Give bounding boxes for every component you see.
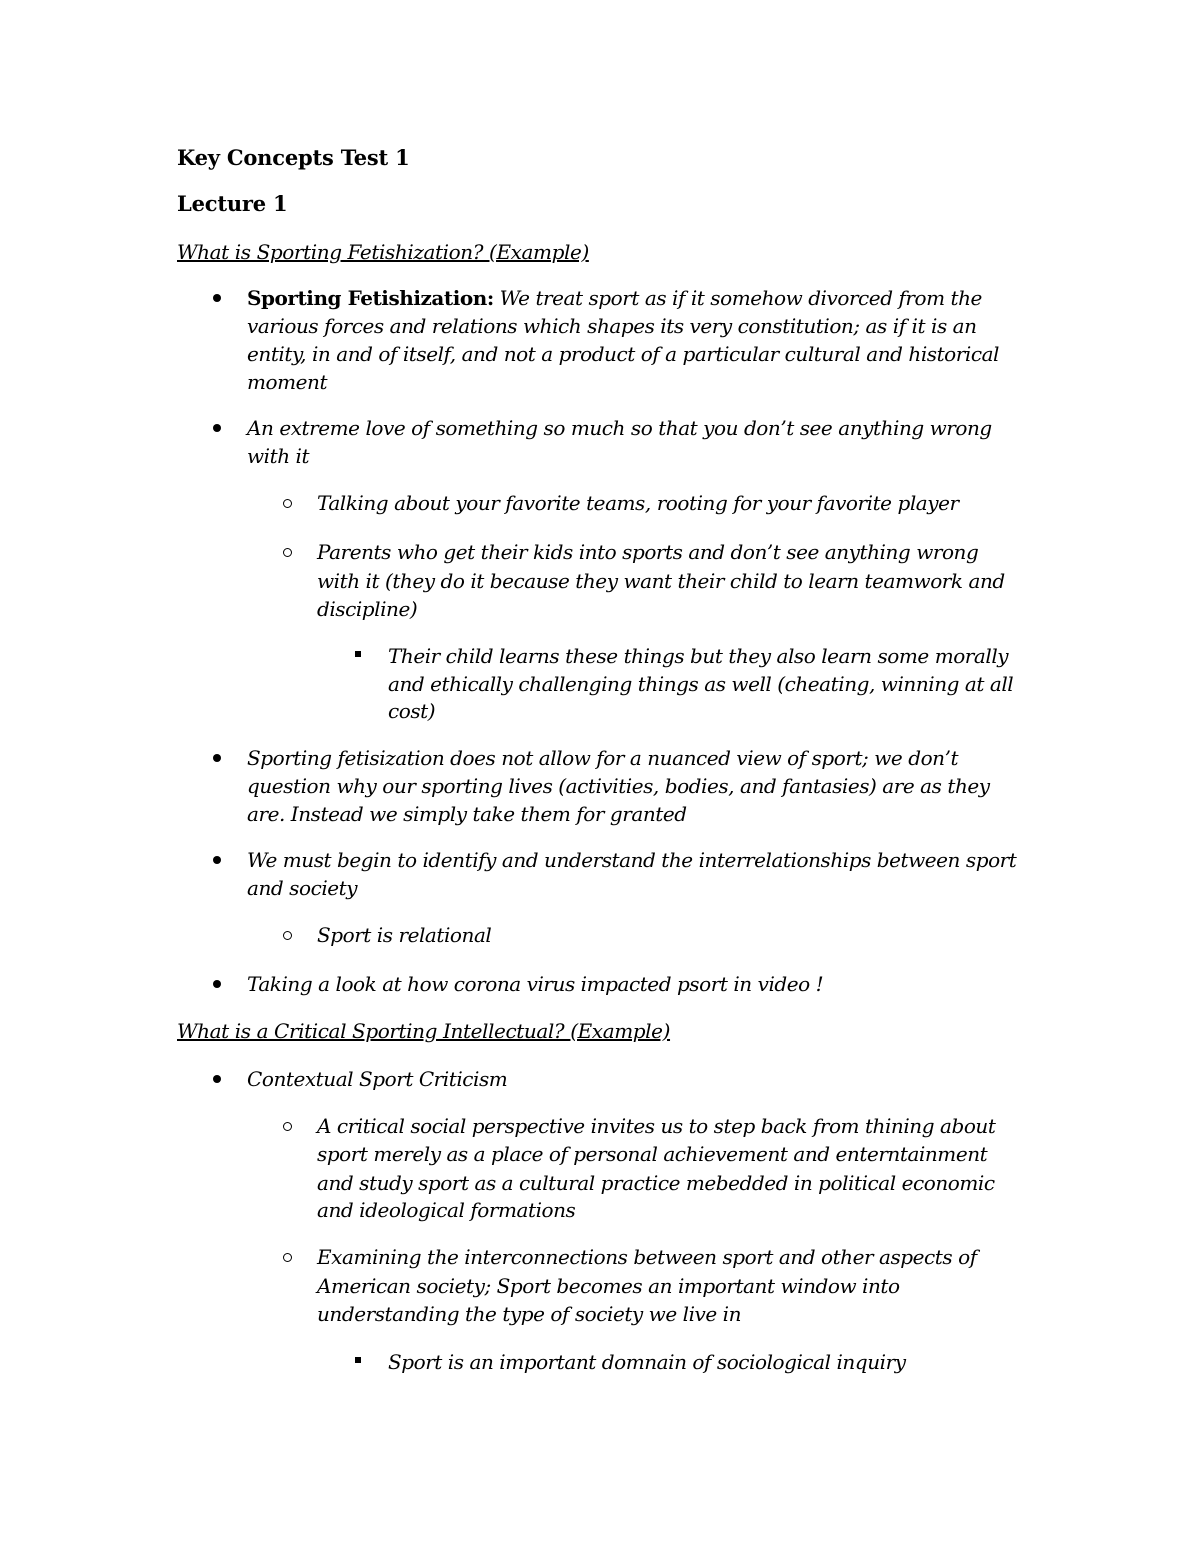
sub-list-item-line: American society; Sport becomes an important window into xyxy=(317,1274,900,1298)
bullet-disc-icon xyxy=(213,1075,221,1083)
bullet-square-icon xyxy=(355,651,361,657)
sub-list-item: Sport is relational xyxy=(317,923,492,947)
list-item: Contextual Sport Criticism xyxy=(247,1067,508,1091)
sub-sub-list-item: Sport is an important domnain of sociological inquiry xyxy=(388,1350,906,1374)
bullet-circle-icon xyxy=(283,1122,292,1131)
document-title: Key Concepts Test 1 xyxy=(177,145,410,170)
list-item-line: and society xyxy=(247,876,358,900)
lecture-heading: Lecture 1 xyxy=(177,191,288,216)
sub-list-item: Parents who get their kids into sports and don’t see anything wrong xyxy=(317,540,979,564)
bullet-square-icon xyxy=(355,1357,361,1363)
bullet-disc-icon xyxy=(213,424,221,432)
bullet-disc-icon xyxy=(213,856,221,864)
list-item-line: moment xyxy=(247,370,328,394)
sub-list-item-line: and ideological formations xyxy=(317,1198,576,1222)
section-heading-fetishization: What is Sporting Fetishization? (Example) xyxy=(177,240,589,264)
sub-list-item-line: sport merely as a place of personal achievement and enterntainment xyxy=(317,1142,988,1166)
sub-list-item-line: with it (they do it because they want their child to learn teamwork and xyxy=(317,569,1005,593)
list-item-line: entity, in and of itself, and not a product of a particular cultural and historical xyxy=(247,342,999,366)
sub-list-item-line: discipline) xyxy=(317,597,418,621)
list-item: An extreme love of something so much so that you don’t see anything wrong xyxy=(247,416,992,440)
bullet-disc-icon xyxy=(213,980,221,988)
sub-list-item: A critical social perspective invites us to step back from thining about xyxy=(317,1114,996,1138)
list-item-line: with it xyxy=(247,444,310,468)
list-item xyxy=(247,284,982,312)
sub-list-item: Examining the interconnections between sport and other aspects of xyxy=(317,1245,977,1269)
sub-list-item-line: and study sport as a cultural practice mebedded in political economic xyxy=(317,1171,995,1195)
bullet-disc-icon xyxy=(213,294,221,302)
list-item: Taking a look at how corona virus impacted psort in video ! xyxy=(247,972,824,996)
section-heading-critical-intellectual: What is a Critical Sporting Intellectual? (Example) xyxy=(177,1019,671,1043)
list-item-line: various forces and relations which shapes its very constitution; as if it is an xyxy=(247,314,977,338)
definition-text: We treat sport as if it somehow divorced from the xyxy=(493,286,982,310)
bullet-circle-icon xyxy=(283,499,292,508)
term-label: Sporting Fetishization: xyxy=(247,286,494,310)
list-item: We must begin to identify and understand the interrelationships between sport xyxy=(247,848,1017,872)
bullet-disc-icon xyxy=(213,754,221,762)
sub-sub-list-item: Their child learns these things but they also learn some morally xyxy=(388,644,1009,668)
sub-list-item-line: understanding the type of society we live in xyxy=(317,1302,742,1326)
sub-list-item: Talking about your favorite teams, rooting for your favorite player xyxy=(317,491,959,515)
bullet-circle-icon xyxy=(283,931,292,940)
sub-sub-list-item-line: cost) xyxy=(388,699,436,723)
bullet-circle-icon xyxy=(283,548,292,557)
sub-sub-list-item-line: and ethically challenging things as well (cheating, winning at all xyxy=(388,672,1014,696)
bullet-circle-icon xyxy=(283,1253,292,1262)
list-item-line: question why our sporting lives (activities, bodies, and fantasies) are as they xyxy=(247,774,990,798)
list-item: Sporting fetisization does not allow for a nuanced view of sport; we don’t xyxy=(247,746,959,770)
list-item-line: are. Instead we simply take them for granted xyxy=(247,802,687,826)
